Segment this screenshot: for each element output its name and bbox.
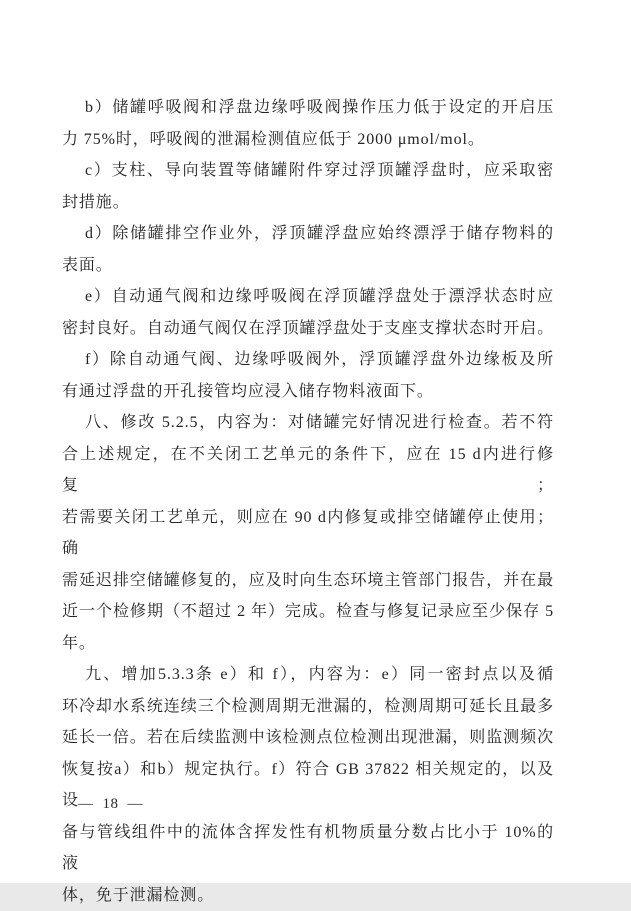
page-footer bbox=[78, 796, 143, 812]
clause-f bbox=[62, 344, 554, 407]
text-line: e）自动通气阀和边缘呼吸阀在浮顶罐浮盘处于漂浮状态时应 bbox=[62, 281, 554, 313]
clause-b bbox=[62, 92, 554, 155]
text-line: 体，免于泄漏检测。 bbox=[62, 880, 554, 911]
clause-e bbox=[62, 281, 554, 344]
page-number: 18 bbox=[103, 796, 119, 812]
text-line: 若需要关闭工艺单元，则应在 90 d内修复或排空储罐停止使用；确 bbox=[62, 502, 554, 565]
document-body bbox=[62, 92, 554, 911]
text-line: 有通过浮盘的开孔接管均应浸入储存物料液面下。 bbox=[62, 376, 554, 408]
text-line: 年。 bbox=[62, 628, 554, 660]
text-line: 备与管线组件中的流体含挥发性有机物质量分数占比小于 10%的液 bbox=[62, 817, 554, 880]
text-line: 九、增加5.3.3条 e）和 f），内容为：e）同一密封点以及循 bbox=[62, 659, 554, 691]
text-line: 表面。 bbox=[62, 250, 554, 282]
text-line: 需延迟排空储罐修复的，应及时向生态环境主管部门报告，并在最 bbox=[62, 565, 554, 597]
text-line: b）储罐呼吸阀和浮盘边缘呼吸阀操作压力低于设定的开启压 bbox=[62, 92, 554, 124]
text-line: 延长一倍。若在后续监测中该检测点位检测出现泄漏，则监测频次 bbox=[62, 722, 554, 754]
text-line: 力 75%时，呼吸阀的泄漏检测值应低于 2000 μmol/mol。 bbox=[62, 124, 554, 156]
text-line: f）除自动通气阀、边缘呼吸阀外，浮顶罐浮盘外边缘板及所 bbox=[62, 344, 554, 376]
text-line: 环冷却水系统连续三个检测周期无泄漏的，检测周期可延长且最多 bbox=[62, 691, 554, 723]
footer-dash-right: — bbox=[128, 796, 144, 812]
text-line: 近一个检修期（不超过 2 年）完成。检查与修复记录应至少保存 5 bbox=[62, 596, 554, 628]
clause-d bbox=[62, 218, 554, 281]
text-line: 八、修改 5.2.5，内容为：对储罐完好情况进行检查。若不符 bbox=[62, 407, 554, 439]
text-line: c）支柱、导向装置等储罐附件穿过浮顶罐浮盘时，应采取密 bbox=[62, 155, 554, 187]
item-9 bbox=[62, 659, 554, 911]
text-line: 密封良好。自动通气阀仅在浮顶罐浮盘处于支座支撑状态时开启。 bbox=[62, 313, 554, 345]
text-line: 恢复按a）和b）规定执行。f）符合 GB 37822 相关规定的，以及设 bbox=[62, 754, 554, 817]
text-line: d）除储罐排空作业外，浮顶罐浮盘应始终漂浮于储存物料的 bbox=[62, 218, 554, 250]
text-line: 封措施。 bbox=[62, 187, 554, 219]
text-line: 合上述规定，在不关闭工艺单元的条件下，应在 15 d内进行修复； bbox=[62, 439, 554, 502]
item-8 bbox=[62, 407, 554, 659]
footer-dash-left: — bbox=[78, 796, 94, 812]
clause-c bbox=[62, 155, 554, 218]
